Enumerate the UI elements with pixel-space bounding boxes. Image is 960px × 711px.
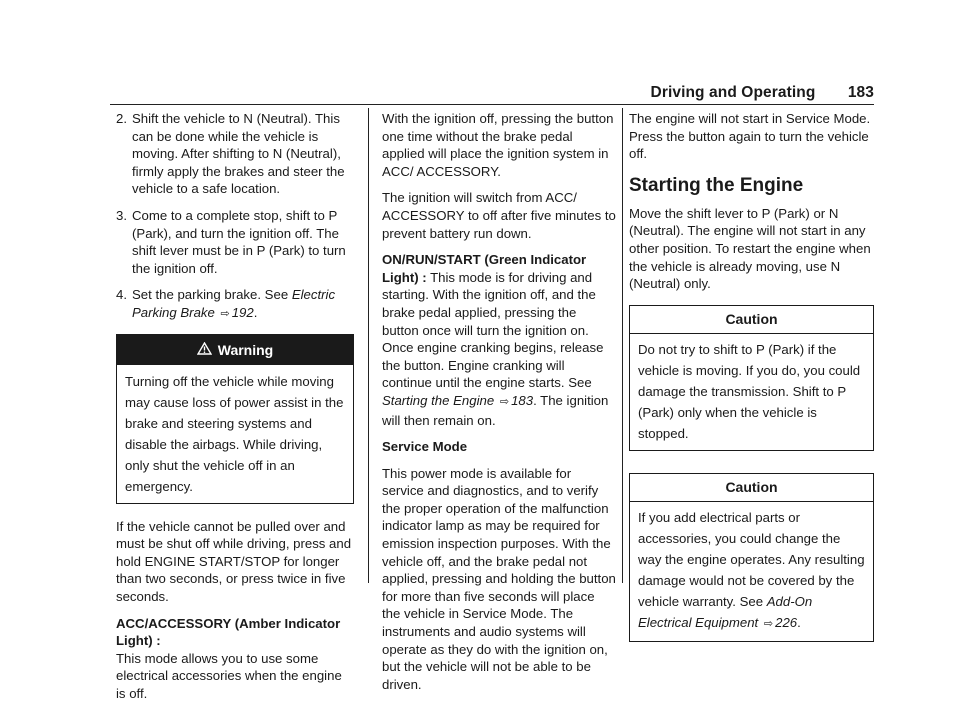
step-number: 3. bbox=[116, 207, 127, 223]
caution-text-end: . bbox=[797, 614, 801, 630]
on-run-paragraph bbox=[382, 251, 616, 429]
page-header bbox=[651, 84, 874, 102]
caution-box-1 bbox=[629, 305, 874, 451]
cross-reference-link[interactable]: Starting the Engine bbox=[382, 392, 495, 408]
caution-body bbox=[630, 502, 873, 641]
paragraph: If the vehicle cannot be pulled over and must be shut off while driving, press and hold ENGINE START/STOP for longer than two seconds, or press twice in five seconds. bbox=[116, 518, 352, 604]
header-rule bbox=[110, 104, 874, 105]
caution-header: Caution bbox=[630, 306, 873, 334]
caution-header: Caution bbox=[630, 474, 873, 502]
caution-box-2 bbox=[629, 473, 874, 642]
paragraph: With the ignition off, pressing the button one time without the brake pedal applied will place the ignition system in ACC/ ACCESSORY. bbox=[382, 111, 614, 179]
step-4 bbox=[116, 286, 354, 323]
cross-reference-link[interactable]: Electric Parking Brake bbox=[132, 287, 336, 320]
on-run-label: ON/RUN/START (Green Indicator Light) : bbox=[382, 252, 587, 285]
paragraph: The engine will not start in Service Mode. Press the button again to turn the vehicle off. bbox=[629, 111, 871, 162]
warning-triangle-icon bbox=[197, 335, 212, 365]
column-divider-1 bbox=[368, 108, 369, 583]
step-text bbox=[132, 286, 354, 323]
column-1 bbox=[116, 110, 354, 711]
step-text: Come to a complete stop, shift to P (Park), and turn the ignition off. The shift lever must be in P (Park) to turn the ignition off. bbox=[132, 207, 346, 276]
paragraph: Move the shift lever to P (Park) or N (Neutral). The engine will not start in any other position. To restart the engine when the vehicle is already moving, use N (Neutral) only. bbox=[629, 205, 871, 292]
column-2 bbox=[382, 110, 616, 702]
step-text-end: . bbox=[253, 304, 258, 320]
page-number: 183 bbox=[847, 84, 874, 101]
cross-reference-link[interactable]: Add-On Electrical Equipment bbox=[638, 593, 813, 630]
acc-text: This mode allows you to use some electrical accessories when the engine is off. bbox=[116, 650, 342, 701]
on-run-text-end: . The ignition will then remain on. bbox=[382, 392, 609, 428]
on-run-text: This mode is for driving and starting. With the ignition off, and the brake pedal applied, pressing the button once will turn the ignition on. Once engine cranking begins, release the button. Engine cranking will continue until the engine starts. See bbox=[382, 269, 604, 391]
reference-page[interactable]: 192 bbox=[231, 304, 254, 320]
step-text: Shift the vehicle to N (Neutral). This can be done while the vehicle is moving. After shifting to N (Neutral), firmly apply the brakes and steer the vehicle to a safe location. bbox=[132, 111, 345, 197]
page-arrow-icon: ⇨ bbox=[220, 307, 230, 320]
caution-body: Do not try to shift to P (Park) if the vehicle is moving. If you do, you could damage the transmission. Shift to P (Park) only when the vehicle is stopped. bbox=[638, 341, 861, 441]
step-number: 4. bbox=[116, 287, 127, 303]
warning-title: Warning bbox=[217, 341, 274, 358]
section-title-header: Driving and Operating bbox=[650, 84, 816, 101]
warning-header bbox=[117, 335, 353, 365]
page-arrow-icon: ⇨ bbox=[499, 395, 510, 408]
acc-label: ACC/ACCESSORY (Amber Indicator Light) : bbox=[116, 615, 341, 649]
warning-body: Turning off the vehicle while moving may cause loss of power assist in the brake and steering systems and disable the airbags. While driving, only shut the vehicle off in an emergency. bbox=[125, 373, 344, 494]
caution-text: If you add electrical parts or accessories, you could change the way the engine operates. Any resulting damage would not be covered by the vehicle warranty. See bbox=[638, 509, 865, 609]
paragraph: The ignition will switch from ACC/ ACCESSORY to off after five minutes to prevent battery run down. bbox=[382, 190, 616, 241]
warning-box bbox=[116, 334, 354, 504]
page-arrow-icon: ⇨ bbox=[763, 617, 774, 630]
service-mode-text: This power mode is available for service and diagnostics, and to verify the proper operation of the malfunction indicator lamp as may be required for emission inspection purposes. With the vehicle off, and the brake pedal not applied, pressing and holding the button for more than five seconds will place the vehicle in Service Mode. The instruments and audio systems will operate as they do with the ignition on, but the vehicle will not be able to be driven. bbox=[382, 465, 616, 692]
acc-paragraph bbox=[116, 615, 354, 703]
column-divider-2 bbox=[622, 108, 623, 583]
service-mode-heading: Service Mode bbox=[382, 439, 468, 455]
step-2 bbox=[116, 110, 354, 198]
column-3 bbox=[629, 110, 874, 664]
section-heading: Starting the Engine bbox=[629, 174, 804, 196]
step-number: 2. bbox=[116, 111, 127, 126]
reference-page[interactable]: 226 bbox=[775, 614, 798, 630]
step-3 bbox=[116, 207, 354, 277]
reference-page[interactable]: 183 bbox=[511, 392, 534, 408]
step-text-lead: Set the parking brake. See bbox=[132, 287, 292, 303]
